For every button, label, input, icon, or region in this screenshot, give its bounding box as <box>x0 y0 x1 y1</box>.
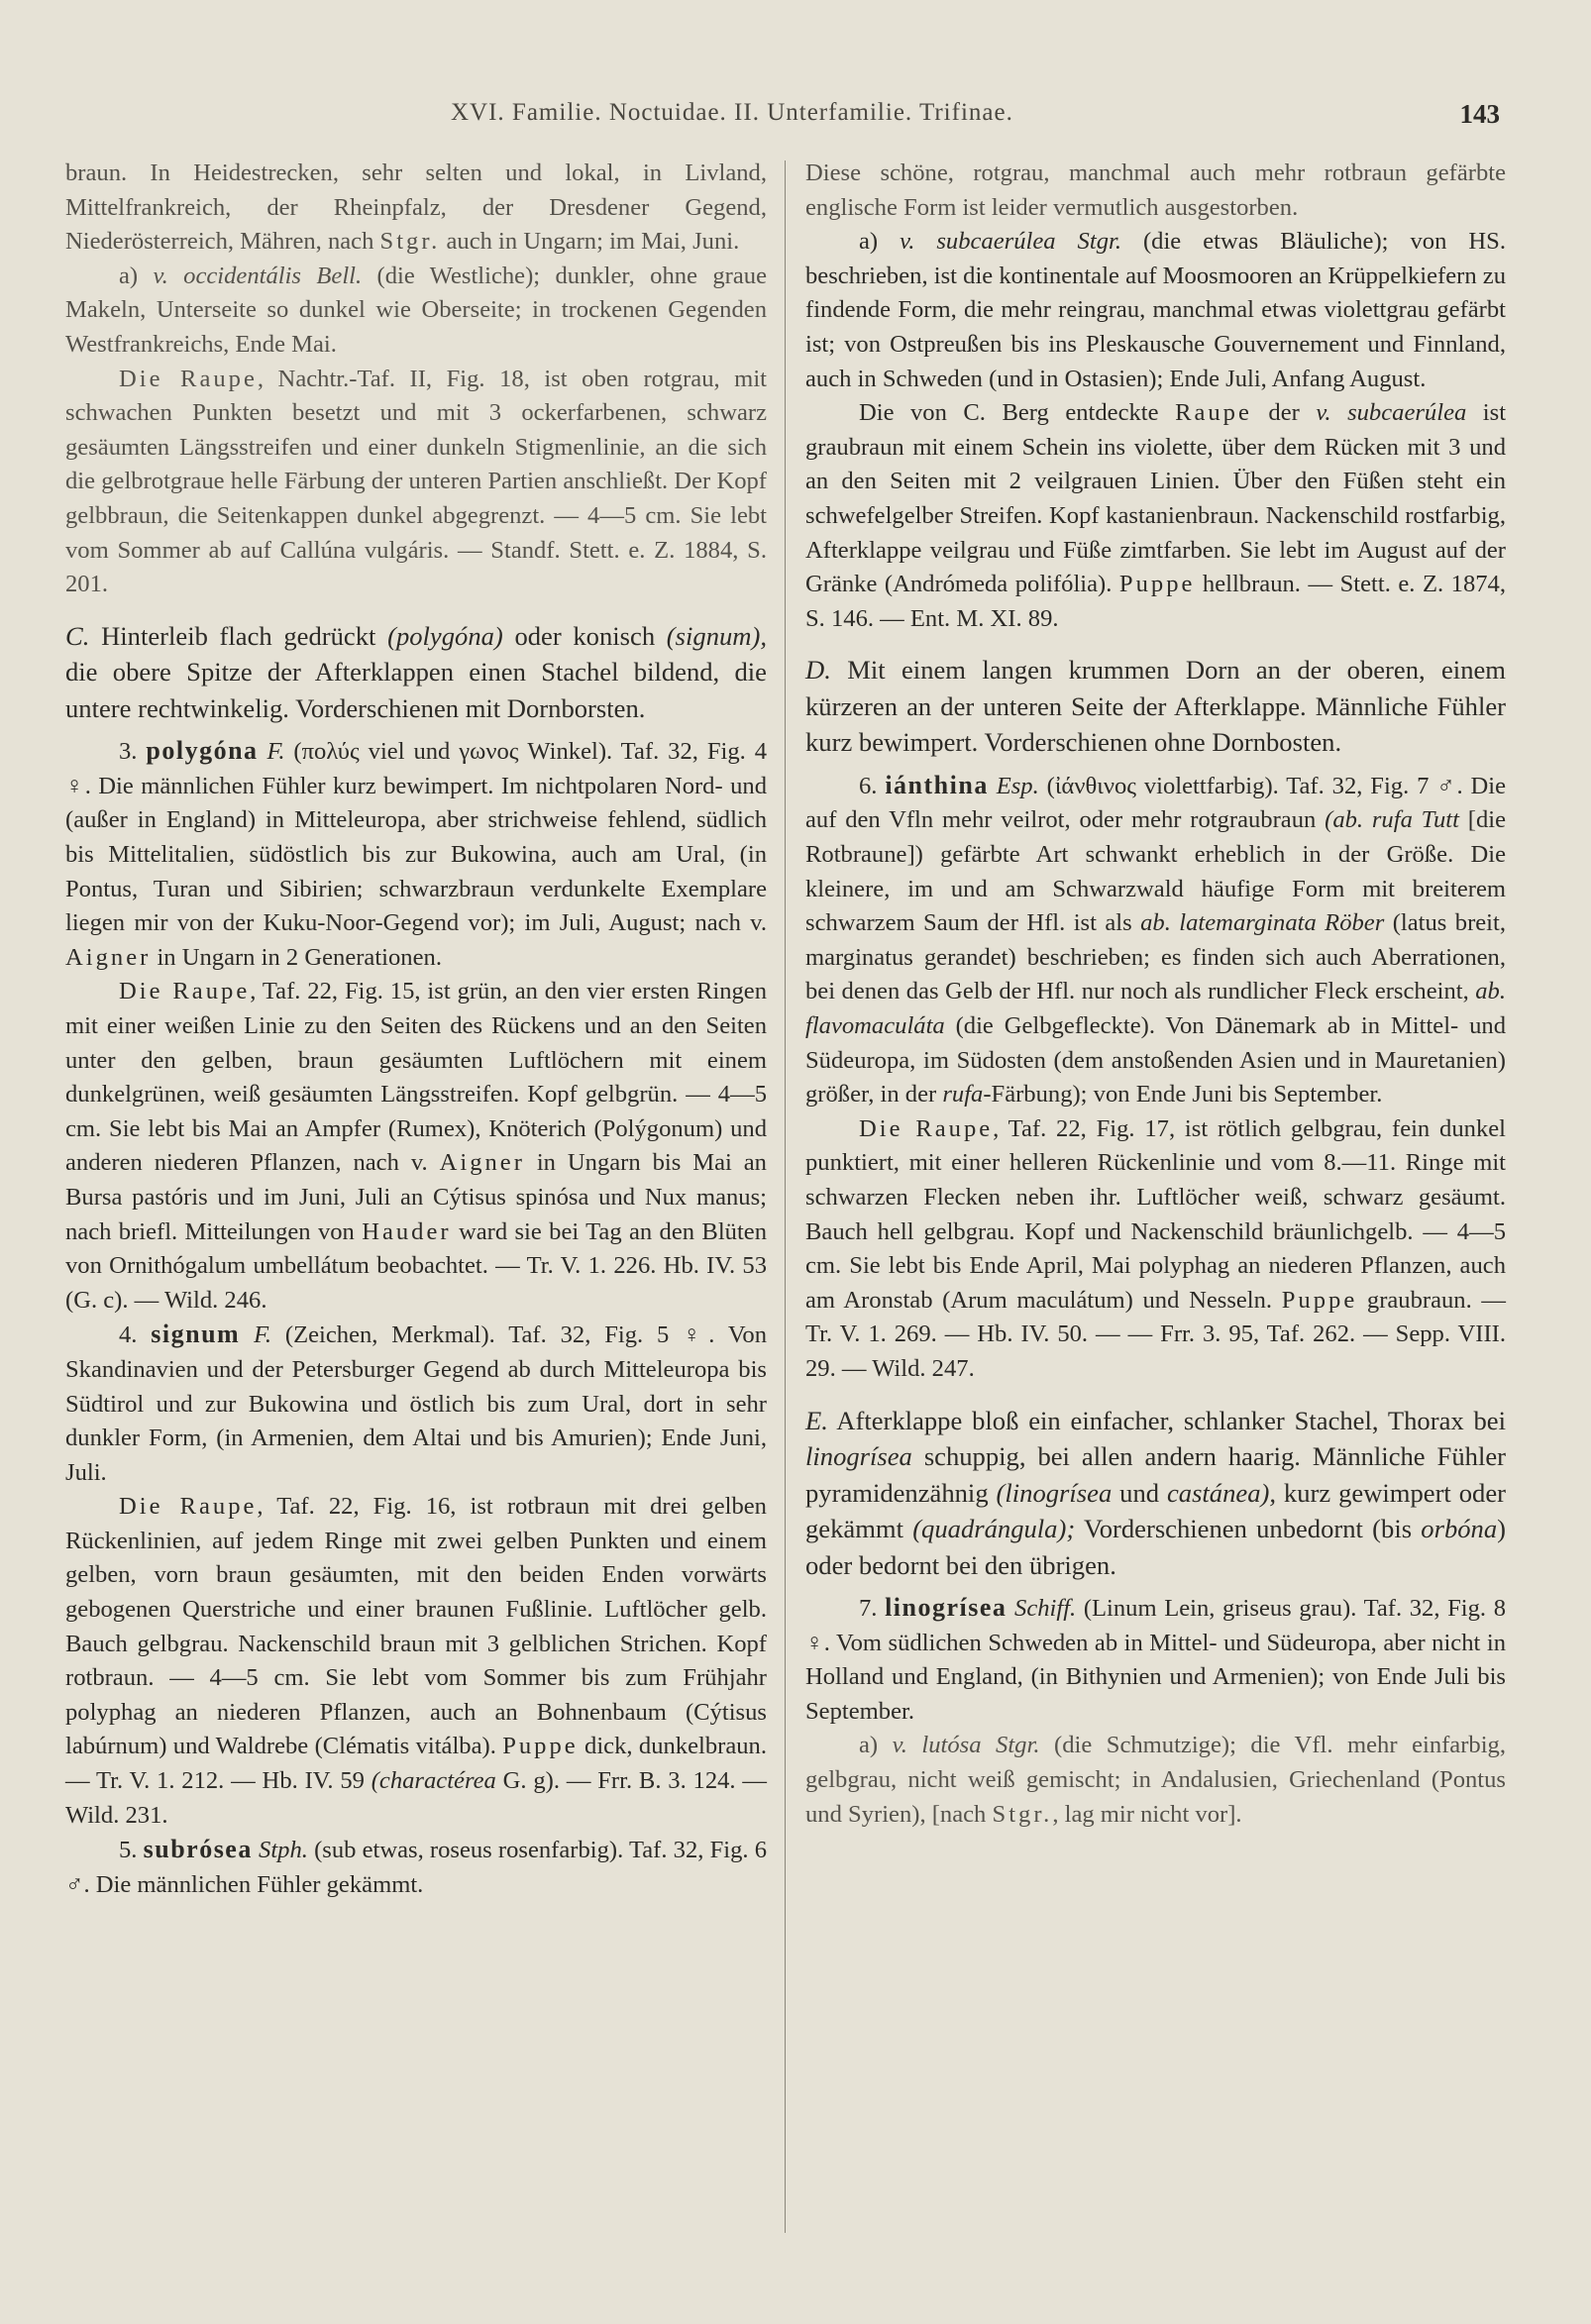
species-entry <box>65 1833 767 1902</box>
larva-paragraph <box>65 363 767 602</box>
species-entry <box>65 734 767 975</box>
section-d <box>805 652 1506 761</box>
species-number: 6. <box>859 772 886 799</box>
text: der <box>1251 399 1317 427</box>
aberration-name: (ab. rufa Tutt <box>1325 806 1459 834</box>
variety-name: v. lutósa Stgr. <box>892 1732 1040 1759</box>
author-name: Aigner <box>439 1149 525 1177</box>
text: , Nachtr.-Taf. II, Fig. 18, ist oben rotgrau, mit schwachen Punkten besetzt und mit 3 ockerfarbenen, schwarz gesäumten Längsstreifen und einer dunkeln Stigmenlinie, an die sich die gelbrotgraue helle Färbung der unteren Partien anschließt. Der Kopf gelbbraun, die Seitenkappen dunkel abgegrenzt. — 4—5 cm. Sie lebt vom Sommer ab auf Callúna vulgáris. — Standf. Stett. e. Z. 1884, S. 201. <box>65 365 767 598</box>
text: in Ungarn bis Mai an Bursa pastóris und im Juni, Juli an Cýtisus spinósa und Nux manus; nach briefl. Mitteilungen von <box>65 1149 767 1245</box>
text: , Taf. 22, Fig. 16, ist rotbraun mit drei gelben Rückenlinien, auf jedem Ringe mit zwei gelben Punkten und einem gelben, vorn braun gesäumten, mit den beiden Enden vorwärts gebogenen Querstriche und einer braunen Fußlinie. Luftlöcher gelb. Bauch gelbgrau. Nackenschild braun mit 3 gelblichen Strichen. Kopf rotbraun. — 4—5 cm. Sie lebt vom Sommer bis zum Frühjahr polyphag an niederen Pflanzen, auch an Bohnenbaum (Cýtisus labúrnum) und Waldrebe (Clématis vitálba). <box>65 1493 767 1760</box>
text: (Linum Lein, griseus grau). Taf. 32, Fig. 8 ♀. Vom südlichen Schweden ab in Mittel- und Südeuropa, aber nicht in Holland und England, (in Bithynien und Armenien); von Ende Juli bis September. <box>805 1595 1506 1725</box>
species-ref: linogrísea <box>805 1441 912 1471</box>
left-column <box>65 157 767 1902</box>
author-name: Hauder <box>362 1217 452 1245</box>
variety-paragraph <box>65 260 767 363</box>
text: (πολύς viel und γωνος Winkel). Taf. 32, Fig. 4 ♀. Die männlichen Fühler kurz bewimpert. Im nichtpolaren Nord- und (außer in England) in Mitteleuropa, aber strichweise fehlend, südlich bis Mittelitalien, südöstlich bis zur Bukowina, auch am Ural, (in Pontus, Turan und Sibirien; schwarzbraun verdunkelte Exemplare liegen mir von der Kuku-Noor-Gegend vor); im Juli, August; nach v. <box>65 738 768 937</box>
species-number: 7. <box>859 1595 886 1622</box>
text: in Ungarn in 2 Generationen. <box>151 943 442 971</box>
variety-name: v. occidentális Bell. <box>153 262 363 289</box>
variety-paragraph <box>805 1729 1506 1832</box>
paragraph <box>65 157 767 260</box>
text: Mit einem langen krummen Dorn an der oberen, einem kürzeren an der unteren Seite der Afterklappe. Männliche Fühler kurz bewimpert. Vorderschienen ohne Dornbosten. <box>805 655 1506 758</box>
text: ist graubraun mit einem Schein ins violette, über dem Rücken mit 3 und an den Seiten mit 2 veilgrauen Linien. Über den Füßen steht ein schwefelgelber Streifen. Kopf kastanienbraun. Nackenschild rostfarbig, Afterklappe veilgrau und Füße zimtfarben. Sie lebt im August auf der Gränke (Andrómeda polifólia). <box>805 399 1507 598</box>
text: (die Westliche); dunkler, ohne graue Makeln, Unterseite so dunkel wie Oberseite; in trockenen Gegenden Westfrankreichs, Ende Mai. <box>65 262 767 358</box>
text: Vorderschienen unbedornt (bis <box>1075 1514 1422 1543</box>
section-letter: E. <box>805 1405 828 1435</box>
species-name: polygóna <box>146 736 259 766</box>
larva-paragraph <box>65 1490 767 1833</box>
text: hellbraun. — Stett. e. Z. 1874, S. 146. — Ent. M. XI. 89. <box>805 571 1506 632</box>
text: auch in Ungarn; im Mai, Juni. <box>440 228 740 256</box>
larva-heading: Die Raupe <box>119 365 258 392</box>
species-number: 5. <box>119 1837 144 1864</box>
species-ref: (signum), <box>666 620 767 651</box>
species-number: 3. <box>119 738 147 766</box>
text: dick, dunkelbraun. — Tr. V. 1. 212. — Hb. IV. 59 <box>65 1733 767 1795</box>
section-letter: D. <box>805 655 831 686</box>
text: Hinterleib flach gedrückt <box>89 620 388 651</box>
right-column <box>805 157 1506 1832</box>
larva-heading: Die Raupe <box>119 978 251 1005</box>
larva-paragraph <box>65 975 767 1318</box>
species-name: subrósea <box>143 1835 253 1864</box>
pupa-heading: Puppe <box>1281 1286 1358 1314</box>
text: Afterklappe bloß ein einfacher, schlanker Stachel, Thorax bei <box>827 1405 1506 1435</box>
section-c <box>65 618 767 727</box>
variety-paragraph <box>805 225 1506 396</box>
author-abbrev: F. <box>258 738 285 766</box>
larva-heading: Raupe <box>1175 399 1252 427</box>
species-ref: (linogrísea <box>996 1477 1113 1508</box>
larva-paragraph <box>805 1112 1506 1387</box>
column-divider <box>785 160 786 2233</box>
running-title: XVI. Familie. Noctuidae. II. Unterfamilie. Trifinae. <box>451 99 1013 126</box>
pupa-heading: Puppe <box>502 1733 579 1760</box>
species-name: iánthina <box>885 770 989 799</box>
species-ref: orbóna <box>1421 1514 1498 1543</box>
author-abbrev: Stph. <box>252 1837 308 1864</box>
text: kurz gewimpert oder gekämmt <box>805 1477 1506 1543</box>
text: (latus breit, marginatus gerandet) beschrieben; es finden sich auch Aberrationen, bei denen das Gelb der Hfl. nur noch als rundlicher Fleck erscheint, <box>805 909 1507 1005</box>
page-header <box>0 99 1591 139</box>
species-entry <box>805 769 1506 1112</box>
text: ) oder bedornt bei den übrigen. <box>805 1514 1506 1580</box>
text: braun. In Heidestrecken, sehr selten und lokal, in Livland, Mittelfrankreich, der Rheinpfalz, der Dresdener Gegend, Niederösterreich, Mähren, nach <box>65 159 767 256</box>
text: G. g). — Frr. B. 3. 124. — Wild. 231. <box>65 1767 767 1829</box>
species-ref: (quadrángula); <box>912 1514 1076 1543</box>
paragraph: Diese schöne, rotgrau, manchmal auch mehr rotbraun gefärbte englische Form ist leider vermutlich ausgestorben. <box>805 159 1506 221</box>
aberration-name: rufa <box>942 1081 984 1109</box>
text: ward sie bei Tag an den Blüten von Ornithógalum umbellátum beobachtet. — Tr. V. 1. 226. Hb. IV. 53 (G. c). — Wild. 246. <box>65 1217 767 1314</box>
author-name: Stgr. <box>992 1800 1053 1828</box>
text: , Taf. 22, Fig. 17, ist rötlich gelbgrau, fein dunkel punktiert, mit einer helleren Rückenlinie und vom 8.—11. Ringe mit schwarzen Flecken neben ihr. Luftlöcher weiß, schwarz gesäumt. Bauch hell gelbgrau. Kopf und Nackenschild bräunlichgelb. — 4—5 cm. Sie lebt bis Ende April, Mai polyphag an niederen Pflanzen, auch am Aronstab (Arum maculátum) und Nesseln. <box>805 1114 1506 1314</box>
text: -Färbung); von Ende Juni bis September. <box>983 1081 1383 1109</box>
species-name: signum <box>151 1320 241 1349</box>
species-ref: castánea), <box>1166 1477 1277 1508</box>
larva-heading: Die Raupe <box>119 1493 258 1521</box>
section-e <box>805 1403 1506 1584</box>
author-abbrev: F. <box>240 1321 272 1349</box>
text: (ἰάνθινος violettfarbig). Taf. 32, Fig. 7 ♂. Die auf den Vfln mehr veilrot, oder mehr rotgraubraun <box>805 772 1507 834</box>
text: a) <box>859 1732 893 1759</box>
species-entry <box>805 1591 1506 1729</box>
variety-name: v. subcaerúlea Stgr. <box>900 228 1121 256</box>
author-abbrev: Esp. <box>988 772 1039 799</box>
author-name: Aigner <box>65 943 152 971</box>
text: graubraun. — Tr. V. 1. 269. — Hb. IV. 50. — — Frr. 3. 95, Taf. 262. — Sepp. VIII. 29. — Wild. 247. <box>805 1286 1506 1382</box>
aberration-name: ab. flavomaculáta <box>805 978 1506 1039</box>
author-abbrev: Schiff. <box>1007 1595 1077 1622</box>
text: (sub etwas, roseus rosenfarbig). Taf. 32, Fig. 6 ♂. Die männlichen Fühler gekämmt. <box>65 1837 767 1898</box>
pupa-heading: Puppe <box>1118 571 1196 598</box>
aberration-name: ab. latemarginata Röber <box>1140 909 1385 937</box>
text: (die Schmutzige); die Vfl. mehr einfarbig, gelbgrau, nicht weiß gemischt; in Andalusien, Griechenland (Pontus und Syrien), [nach <box>805 1732 1506 1828</box>
text: (die etwas Bläuliche); von HS. beschrieben, ist die kontinentale auf Moosmooren an Krüppelkiefern zu findende Form, die mehr reingrau, manchmal etwas violettgrau gefärbt ist; von Ostpreußen bis ins Pleskausche Gouvernement und Finnland, auch in Schweden (und in Ostasien); Ende Juli, Anfang August. <box>805 228 1506 392</box>
section-letter: C. <box>65 620 90 651</box>
species-entry <box>65 1318 767 1490</box>
text: , lag mir nicht vor]. <box>1052 1800 1242 1828</box>
text: (Zeichen, Merkmal). Taf. 32, Fig. 5 ♀. Von Skandinavien und der Petersburger Gegend ab durch Mitteleuropa bis Südtirol und zur Bukowina und östlich bis zum Ural, dort in sehr dunkler Form, (in Armenien, dem Altai und bis Amurien); Ende Juni, Juli. <box>65 1321 768 1486</box>
text: schuppig, bei allen andern haarig. Männliche Fühler pyramidenzähnig <box>805 1441 1506 1508</box>
text: oder konisch <box>502 620 667 651</box>
text: und <box>1112 1477 1167 1508</box>
page-number: 143 <box>1459 99 1500 129</box>
text: a) <box>859 228 901 256</box>
text: (die Gelbgefleckte). Von Dänemark ab in Mittel- und Südeuropa, im Südosten (dem anstoßenden Asien und in Mauretanien) größer, in der <box>805 1011 1506 1109</box>
species-ref: (charactérea <box>371 1767 496 1795</box>
species-name: linogrísea <box>885 1593 1008 1622</box>
variety-name: v. subcaerúlea <box>1316 399 1467 427</box>
species-number: 4. <box>119 1321 152 1349</box>
species-ref: (polygóna) <box>387 620 503 651</box>
text: die obere Spitze der Afterklappen einen Stachel bildend, die untere rechtwinkelig. Vorderschienen mit Dornborsten. <box>65 657 767 723</box>
text: [die Rotbraune]) gefärbte Art schwankt erheblich in der Größe. Die kleinere, im und am Schwarzwald häufige Form mit breiterem schwarzem Saum der Hfl. ist als <box>805 806 1506 937</box>
text: a) <box>119 262 154 289</box>
larva-paragraph <box>805 396 1506 636</box>
larva-heading: Die Raupe <box>859 1114 994 1142</box>
text: Die von C. Berg entdeckte <box>859 399 1176 427</box>
text: , Taf. 22, Fig. 15, ist grün, an den vier ersten Ringen mit einer weißen Linie zu den Seiten des Rückens und an den Seiten unter den gelben, braun gesäumten Luftlöchern mit einem dunkelgrünen, weiß gesäumten Längsstreifen. Kopf gelbgrün. — 4—5 cm. Sie lebt bis Mai an Ampfer (Rumex), Knöterich (Polýgonum) und anderen niederen Pflanzen, nach v. <box>65 978 767 1177</box>
author-name: Stgr. <box>379 228 441 256</box>
